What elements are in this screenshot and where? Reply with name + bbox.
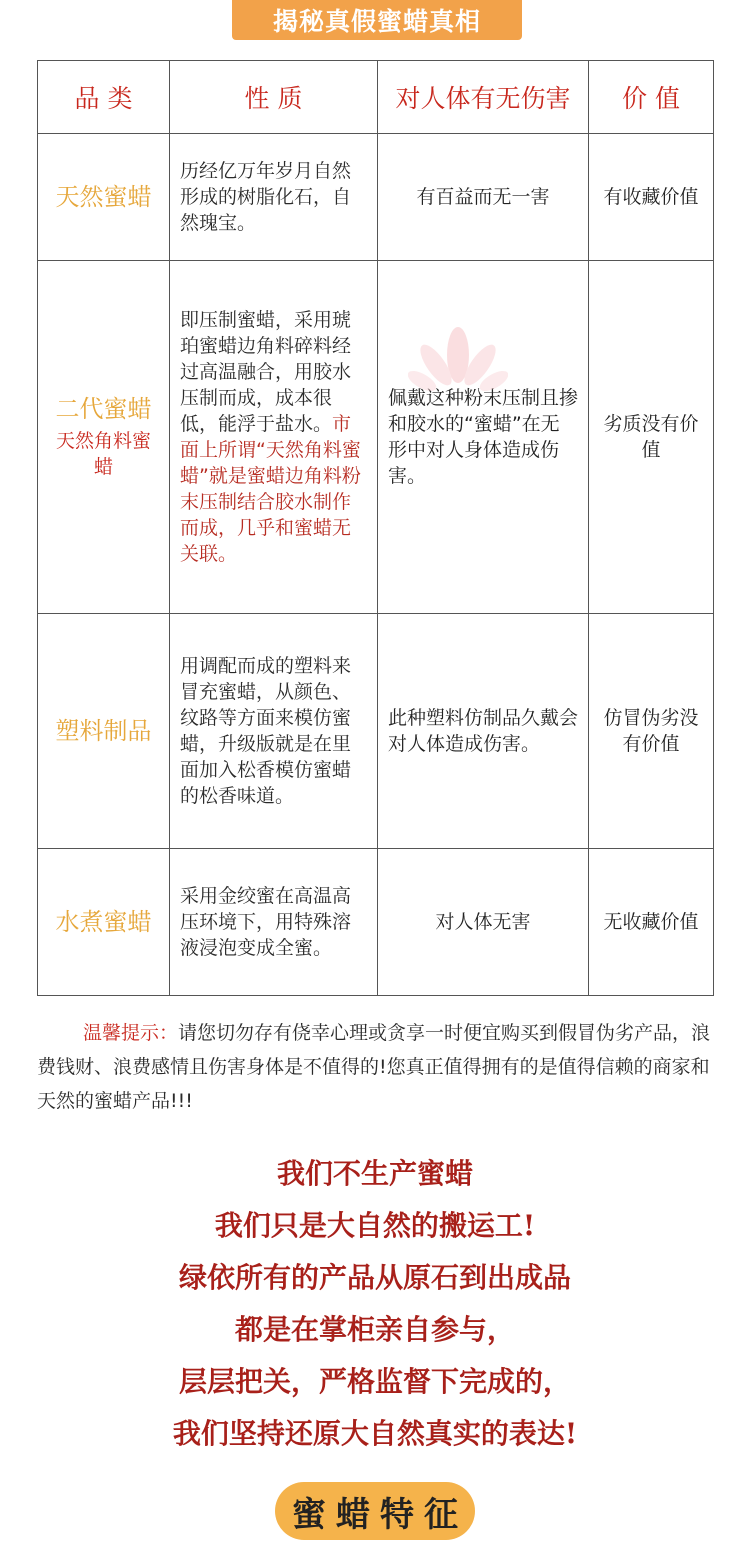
value-text: 劣质没有价值	[603, 413, 699, 461]
value-cell	[589, 261, 714, 614]
tip-label: 温馨提示：	[83, 1022, 179, 1044]
value-text: 有收藏价值	[603, 186, 699, 208]
value-cell	[589, 849, 714, 996]
warm-tip	[37, 1016, 717, 1118]
header-value: 价 值	[589, 61, 714, 134]
table-row	[38, 261, 714, 614]
harm-text: 对人体无害	[435, 911, 531, 933]
harm-cell	[378, 134, 589, 261]
slogan-line: 绿依所有的产品从原石到出成品	[178, 1261, 571, 1294]
nature-text: 即压制蜜蜡，采用琥珀蜜蜡边角料碎料经过高温融合，用胶水压制而成，成本很低，能浮于盐水。	[180, 309, 352, 435]
top-banner	[232, 0, 522, 40]
banner-title: 揭秘真假蜜蜡真相	[272, 7, 481, 36]
slogan-block	[0, 1152, 750, 1464]
section-badge-title: 蜜蜡特征	[292, 1494, 468, 1535]
category-cell	[38, 614, 170, 849]
header-category: 品 类	[38, 61, 170, 134]
nature-cell	[170, 614, 378, 849]
comparison-table	[37, 60, 714, 996]
nature-cell	[170, 849, 378, 996]
table-row	[38, 849, 714, 996]
category-name: 水煮蜜蜡	[55, 908, 152, 936]
category-name: 二代蜜蜡	[55, 395, 152, 423]
category-name: 天然蜜蜡	[55, 183, 152, 211]
slogan-line: 都是在掌柜亲自参与，	[234, 1313, 515, 1346]
harm-text: 佩戴这种粉末压制且掺和胶水的“蜜蜡”在无形中对人身体造成伤害。	[388, 387, 579, 487]
slogan-line: 我们不生产蜜蜡	[276, 1157, 473, 1190]
slogan-line: 我们坚持还原大自然真实的表达!	[172, 1417, 578, 1450]
category-cell	[38, 261, 170, 614]
category-cell	[38, 134, 170, 261]
category-cell	[38, 849, 170, 996]
nature-warning-text: 市面上所谓“天然角料蜜蜡”就是蜜蜡边角料粉末压制结合胶水制作而成，几乎和蜜蜡无关联。	[180, 413, 361, 565]
nature-cell	[170, 261, 378, 614]
harm-cell	[378, 614, 589, 849]
value-text: 仿冒伪劣没有价值	[603, 707, 699, 755]
category-subname: 天然角料蜜蜡	[55, 430, 151, 478]
harm-text: 此种塑料仿制品久戴会对人体造成伤害。	[388, 707, 579, 755]
harm-cell	[378, 261, 589, 614]
value-cell	[589, 134, 714, 261]
nature-text: 历经亿万年岁月自然形成的树脂化石，自然瑰宝。	[180, 160, 352, 234]
slogan-line: 我们只是大自然的搬运工!	[214, 1209, 536, 1242]
harm-text: 有百益而无一害	[416, 186, 550, 208]
category-name: 塑料制品	[55, 717, 152, 745]
tip-text: 请您切勿存有侥幸心理或贪享一时便宜购买到假冒伪劣产品，浪费钱财、浪费感情且伤害身体是不值得的!您真正值得拥有的是值得信赖的商家和天然的蜜蜡产品!!!	[37, 1022, 711, 1112]
harm-cell	[378, 849, 589, 996]
table-row	[38, 614, 714, 849]
nature-text: 用调配而成的塑料来冒充蜜蜡，从颜色、纹路等方面来模仿蜜蜡，升级版就是在里面加入松香模仿蜜蜡的松香味道。	[180, 655, 352, 807]
slogan-line: 层层把关，严格监督下完成的，	[178, 1365, 571, 1398]
header-harm: 对人体有无伤害	[378, 61, 589, 134]
nature-text: 采用金绞蜜在高温高压环境下，用特殊溶液浸泡变成全蜜。	[180, 885, 352, 959]
value-cell	[589, 614, 714, 849]
section-badge	[275, 1482, 475, 1540]
nature-cell	[170, 134, 378, 261]
value-text: 无收藏价值	[603, 911, 699, 933]
table-row	[38, 134, 714, 261]
header-nature: 性 质	[170, 61, 378, 134]
table-header-row	[38, 61, 714, 134]
